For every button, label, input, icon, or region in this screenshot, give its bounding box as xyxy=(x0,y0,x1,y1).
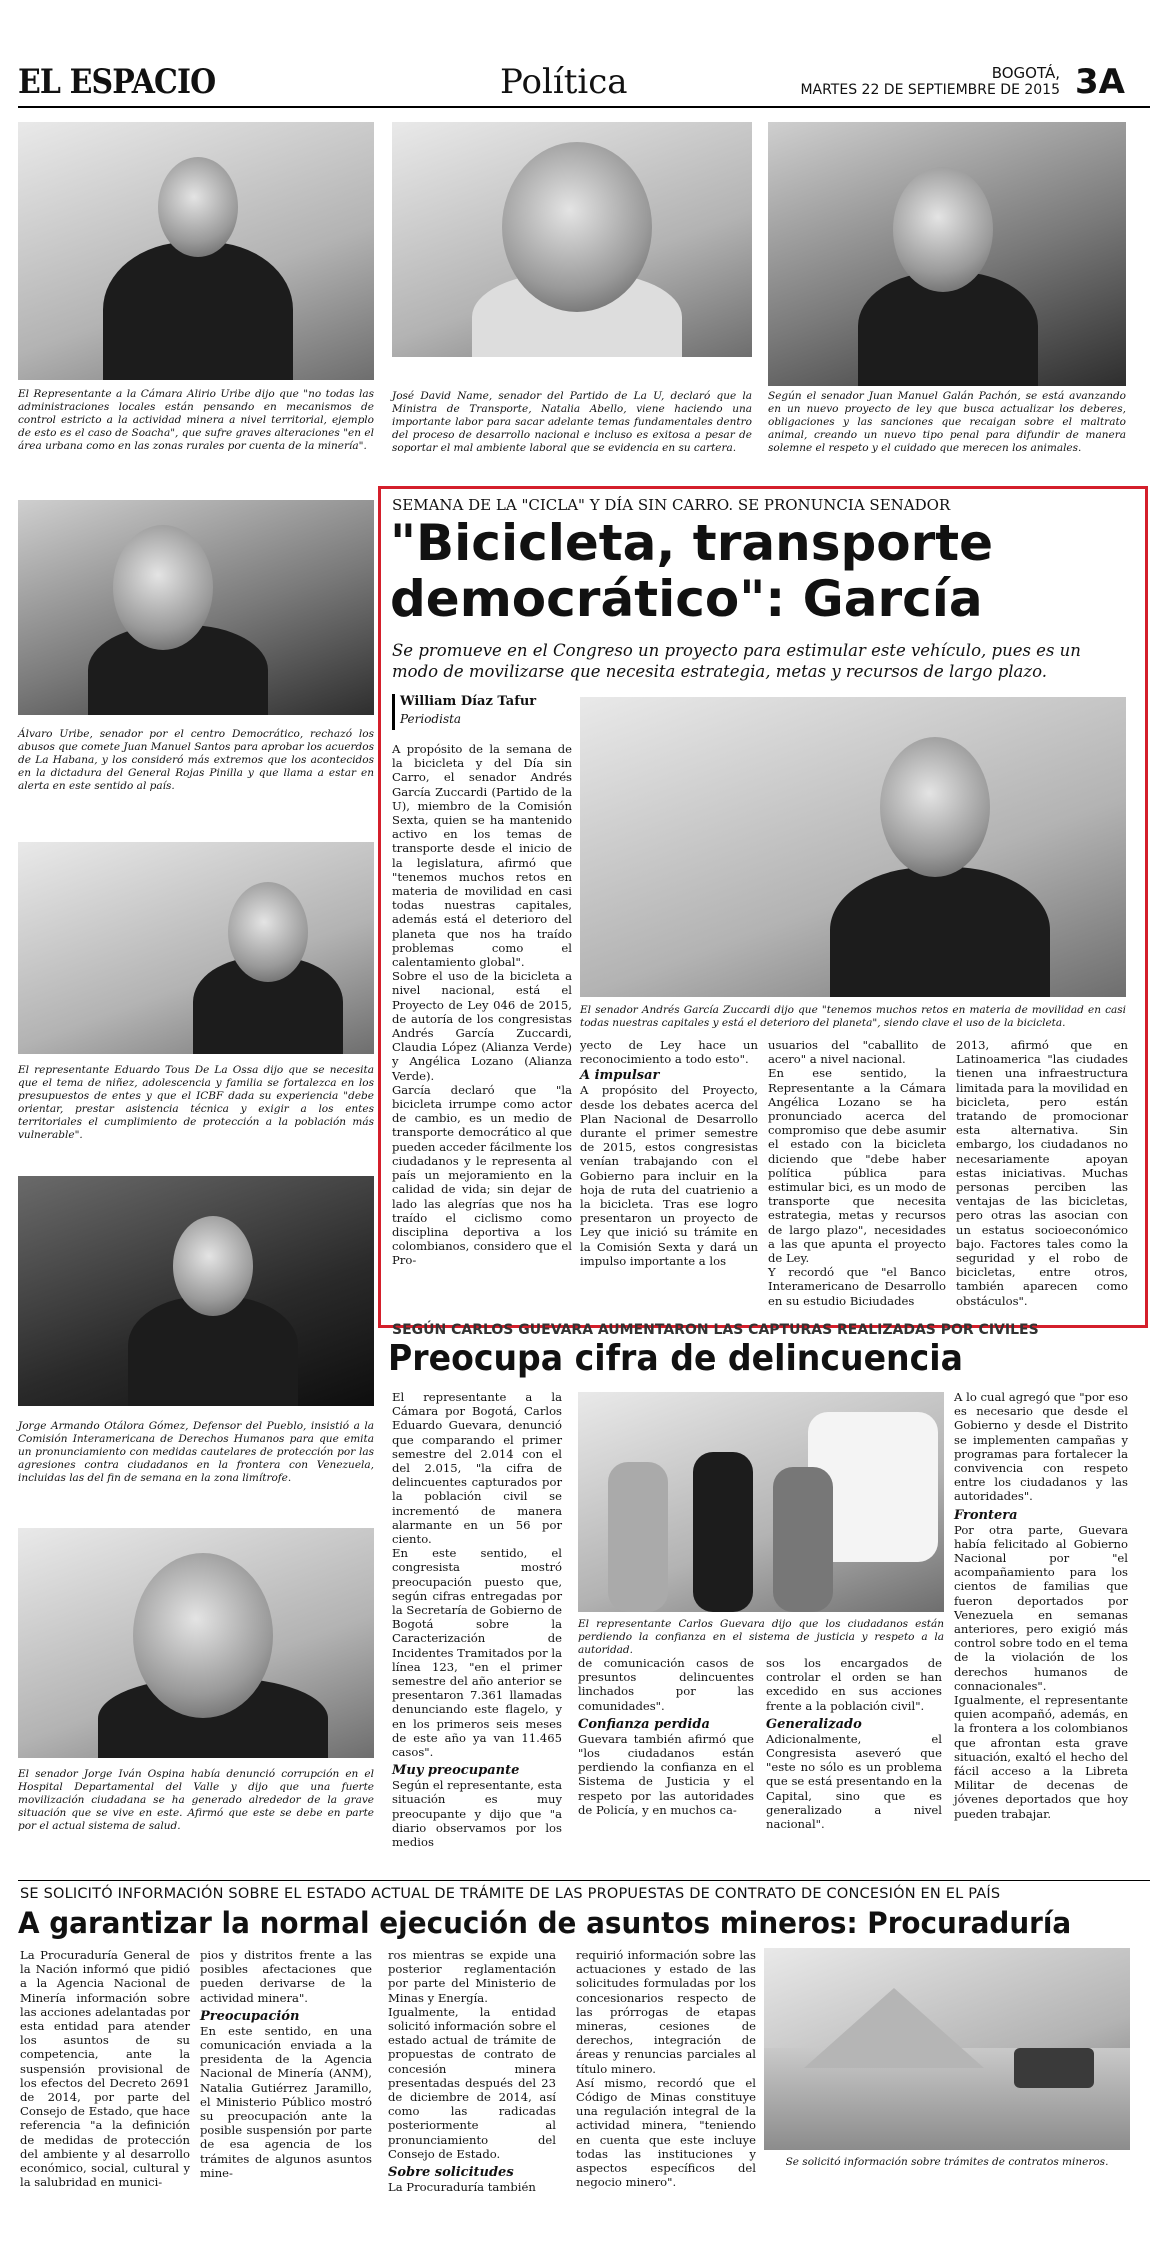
masthead-rule xyxy=(18,106,1150,108)
mining-story-col3 xyxy=(388,1948,556,2194)
photo-mining-site xyxy=(764,1948,1130,2150)
main-story-col2-text-b: A propósito del Proyecto, desde los debates acerca del Plan Nacional de Desarrollo durante el primer semestre de 2015, estos congresistas venían trabajando con el Gobierno para incluir en la hoja de ruta del cuatrienio a la bicicleta. Tras ese logro presentaron un proyecto de Ley que inició su trámite en la Comisión Sexta y dará un impulso importante a los xyxy=(580,1083,758,1268)
main-story-kicker: SEMANA DE LA "CICLA" Y DÍA SIN CARRO. SE PRONUNCIA SENADOR xyxy=(392,496,951,514)
crime-story-col1-text-b: Según el representante, esta situación es muy preocupante y dijo que "a diario observamos por los medios xyxy=(392,1778,562,1850)
crime-story-col4 xyxy=(954,1390,1128,1821)
crime-story-col2-text-b: Guevara también afirmó que "los ciudadanos están perdiendo la confianza en el Sistema de Justicia y el respeto por las autoridades de Policía, y en muchos ca- xyxy=(578,1731,754,1817)
caption-jorge-otalora: Jorge Armando Otálora Gómez, Defensor del Pueblo, insistió a la Comisión Interamericana de Derechos Humanos para que emita un pronunciamiento con medidas cautelares de protección por las agresiones contra ciudadanos en la frontera con Venezuela, incluidas las del fin de semana en la zona limítrofe. xyxy=(18,1420,374,1484)
byline-name: William Díaz Tafur xyxy=(400,694,537,709)
caption-eduardo-tous: El representante Eduardo Tous De La Ossa dijo que se necesita que el tema de niñez, adolescencia y familia se fortalezca en los presupuestos de entes y que el ICBF dada su experiencia "debe orientar, prestar asistencia técnica y exigir a los entes territoriales el cumplimiento de protección a la población más vulnerable". xyxy=(18,1064,374,1141)
photo-andres-garcia xyxy=(580,697,1126,997)
main-story-col1: A propósito de la semana de la bicicleta y del Día sin Carro, el senador Andrés García Zuccardi (Partido de la U), miembro de la Comisión Sexta, quien se ha mantenido activo en los temas de transporte desde el inicio de la legislatura, afirmó que "tenemos muchos retos en materia de movilidad en casi todas nuestras capitales, además está el deterioro del planeta que nos ha traído problemas como el calentamiento global". Sobre el uso de la bicicleta a nivel nacional, está el Proyecto de Ley 046 de 2015, de autoría de los congresistas Andrés García Zuccardi, Claudia López (Alianza Verde) y Angélica Lozano (Alianza Verde). García declaró que "la bicicleta irrumpe como actor de cambio, es un medio de transporte democrático al que pueden acceder fácilmente los ciudadanos y le representa al país un mejoramiento en la calidad de vida; sin dejar de lado las alegrías que nos ha traído el ciclismo como disciplina deportiva a los colombianos, considero que el Pro- xyxy=(392,742,572,1268)
main-story-headline-line2: democrático": García xyxy=(390,570,983,628)
crime-story-col4-text-b: Por otra parte, Guevara había felicitado al Gobierno Nacional por "el acompañamiento para los cientos de familias que fueron deportados por Venezuela en semanas anteriores, pero exigió más control sobre todo en el tema de la violación de los derechos humanos de connacionales". Igualmente, el representante quien acompañó, además, en la frontera a los colombianos que afrontan esta grave situación, exaltó el hecho del fácil acceso a la Libreta Militar de decenas de jóvenes deportados que hoy pueden trabajar. xyxy=(954,1522,1128,1821)
main-story-col3: usuarios del "caballito de acero" a nivel nacional. En ese sentido, la Representante a la Cámara Angélica Lozano se ha pronunciado acerca del compromiso que debe asumir el estado con la bicicleta diciendo que "debe haber política pública para estimular bici, es un modo de transporte que necesita estrategia, metas y recursos de largo plazo", necesidades a las que apunta el proyecto de Ley. Y recordó que "el Banco Interamericano de Desarrollo en su estudio Biciudades xyxy=(768,1038,946,1308)
main-story-headline-line1: "Bicicleta, transporte xyxy=(390,514,994,572)
photo-carlos-guevara xyxy=(578,1392,944,1612)
crime-story-col2 xyxy=(578,1656,754,1817)
mining-story-col3-text-a: ros mientras se expide una posterior reglamentación por parte del Ministerio de Minas y Energía. Igualmente, la entidad solicitó información sobre el estado actual de trámite de propuestas de contrato de concesión minera presentadas después del 23 de diciembre de 2014, así como las radicadas posteriormente al pronunciamiento del Consejo de Estado. xyxy=(388,1948,556,2161)
page-number: 3A xyxy=(1075,62,1125,102)
mining-story-col4: requirió información sobre las actuaciones y estado de las solicitudes formuladas por los concesionarios respecto de las prórrogas de etapas mineras, cesiones de derechos, integración de áreas y renuncias parciales al título minero. Así mismo, recordó que el Código de Minas constituye una regulación integral de la actividad minera, "teniendo en cuenta que este incluye todas las instituciones y aspectos específicos del negocio minero". xyxy=(576,1948,756,2190)
main-story-col4: 2013, afirmó que en Latinoamerica "las ciudades tienen una infraestructura limitada para la movilidad en bicicleta, pero están tratando de promocionar esta alternativa. Sin embargo, los ciudadanos no necesariamente apoyan estas iniciativas. Muchas personas perciben las ventajas de las bicicletas, pero otras las asocian con un estatus socioeconómico bajo. Factores tales como la seguridad y el robo de bicicletas, entre otros, también aparecen como obstáculos". xyxy=(956,1038,1128,1308)
caption-jorge-ivan-ospina: El senador Jorge Iván Ospina había denunció corrupción en el Hospital Departamental del Valle y dijo que una fuerte movilización ciudadana se ha generado alrededor de la grave situación que se vive en este. Afirmó que este se debe en parte por el actual sistema de salud. xyxy=(18,1768,374,1832)
mining-story-headline: A garantizar la normal ejecución de asuntos mineros: Procuraduría xyxy=(18,1906,1072,1940)
caption-alvaro-uribe: Álvaro Uribe, senador por el centro Democrático, rechazó los abusos que comete Juan Manuel Santos para aprobar los acuerdos de La Habana, y los consideró más extremos que los acontecidos en la dictadura del General Rojas Pinilla y que llama a estar en alerta en este sentido al país. xyxy=(18,728,374,792)
caption-alirio-uribe: El Representante a la Cámara Alirio Uribe dijo que "no todas las administraciones locales están pensando en mecanismos de control estricto a la actividad minera a nivel territorial, ejemplo de esto es el caso de Soacha", que sufre graves alteraciones "en el área urbana como en las zonas rurales por cuenta de la minería". xyxy=(18,388,374,452)
main-story-deck: Se promueve en el Congreso un proyecto para estimular este vehículo, pues es un modo de movilizarse que necesita estrategia, metas y recursos de largo plazo. xyxy=(392,641,1081,681)
caption-andres-garcia: El senador Andrés García Zuccardi dijo que "tenemos muchos retos en materia de movilidad en casi todas nuestras capitales y está el deterioro del planeta", siendo clave el uso de la bicicleta. xyxy=(580,1004,1126,1029)
byline-role: Periodista xyxy=(400,712,462,726)
mining-story-col2-text-b: En este sentido, en una comunicación enviada a la presidenta de la Agencia Nacional de Minería (ANM), Natalia Gutiérrez Jaramillo, el Ministerio Público mostró su preocupación ante la posible suspensión por parte de esa agencia de los trámites de algunos asuntos mine- xyxy=(200,2023,372,2180)
crime-story-col3 xyxy=(766,1656,942,1831)
photo-alvaro-uribe xyxy=(18,500,374,715)
subhead-a-impulsar: A impulsar xyxy=(580,1068,660,1084)
mining-story-kicker: SE SOLICITÓ INFORMACIÓN SOBRE EL ESTADO ACTUAL DE TRÁMITE DE LAS PROPUESTAS DE CONTRATO DE CONCESIÓN EN EL PAÍS xyxy=(20,1886,1001,1902)
crime-story-headline: Preocupa cifra de delincuencia xyxy=(388,1338,963,1379)
crime-story-col3-text-b: Adicionalmente, el Congresista aseveró que "este no sólo es un problema que se está presentando en la Capital, sino que es generalizado a nivel nacional". xyxy=(766,1731,942,1832)
subhead-frontera: Frontera xyxy=(954,1507,1018,1523)
section-title: Política xyxy=(500,62,628,102)
caption-jose-david-name: José David Name, senador del Partido de La U, declaró que la Ministra de Transporte, Natalia Abello, viene haciendo una importante labor para sacar adelante temas fundamentales dentro del proceso de desarrollo nacional e incluso es exitosa a pesar de soportar el mal ambiente laboral que se evidencia en su cartera. xyxy=(392,390,752,454)
crime-story-col1-text-a: El representante a la Cámara por Bogotá, Carlos Eduardo Guevara, denunció que comparando el primer semestre del 2.014 con el del 2.015, "la cifra de delincuentes capturados por la población civil se incrementó de manera alarmante en un 56 por ciento. En este sentido, el congresista mostró preocupación puesto que, según cifras entregadas por la Secretaría de Gobierno de Bogotá sobre la Caracterización de Incidentes Tramitados por la línea 123, "en el primer semestre del año anterior se presentaron 7.361 llamadas denunciando este flagelo, y en los primeros seis meses de este año ya van 11.465 casos". xyxy=(392,1390,562,1760)
photo-eduardo-tous xyxy=(18,842,374,1054)
photo-juan-manuel-galan xyxy=(768,122,1126,386)
crime-story-col2-text-a: de comunicación casos de presuntos delincuentes linchados por las comunidades". xyxy=(578,1656,754,1713)
crime-story-col1 xyxy=(392,1390,562,1849)
main-story-col2-text-a: yecto de Ley hace un reconocimiento a todo esto". xyxy=(580,1038,758,1067)
caption-mining-site: Se solicitó información sobre trámites de contratos mineros. xyxy=(785,2156,1109,2168)
mining-story-col3-text-b: La Procuraduría también xyxy=(388,2180,536,2195)
mining-story-col1: La Procuraduría General de la Nación informó que pidió a la Agencia Nacional de Minería información sobre las acciones adelantadas por esta entidad para atender los asuntos de su competencia, ante la suspensión provisional de los efectos del Decreto 2691 de 2014, por parte del Consejo de Estado, que hace referencia "a la definición de medidas de protección del ambiente y al desarrollo económico, social, cultural y la salubridad en munici- xyxy=(20,1948,190,2190)
caption-carlos-guevara: El representante Carlos Guevara dijo que los ciudadanos están perdiendo la confianza en el sistema de justicia y respeto a la autoridad. xyxy=(578,1618,944,1656)
photo-jorge-ivan-ospina xyxy=(18,1528,374,1758)
subhead-preocupacion: Preocupación xyxy=(200,2008,300,2024)
main-story-col2 xyxy=(580,1038,758,1268)
subhead-generalizado: Generalizado xyxy=(766,1716,862,1732)
dateline-date: MARTES 22 DE SEPTIEMBRE DE 2015 xyxy=(800,82,1060,98)
mining-top-rule xyxy=(18,1880,1150,1881)
crime-story-kicker: SEGÚN CARLOS GUEVARA AUMENTARON LAS CAPTURAS REALIZADAS POR CIVILES xyxy=(392,1322,1039,1338)
byline-bar xyxy=(392,694,395,730)
dateline-city: BOGOTÁ, xyxy=(991,64,1060,82)
photo-jorge-otalora xyxy=(18,1176,374,1406)
crime-story-col3-text-a: sos los encargados de controlar el orden se han excedido en sus acciones frente a la población civil". xyxy=(766,1656,942,1713)
mining-story-col2 xyxy=(200,1948,372,2180)
photo-alirio-uribe xyxy=(18,122,374,380)
caption-juan-manuel-galan: Según el senador Juan Manuel Galán Pachón, se está avanzando en un nuevo proyecto de ley que busca actualizar los deberes, obligaciones y las sanciones que recaigan sobre el maltrato animal, creando un nuevo tipo penal para difundir de manera solemne el respeto y el cuidado que merecen los animales. xyxy=(768,390,1126,454)
photo-jose-david-name xyxy=(392,122,752,357)
mining-story-col2-text-a: pios y distritos frente a las posibles afectaciones que pueden derivarse de la actividad minera". xyxy=(200,1948,372,2005)
subhead-confianza-perdida: Confianza perdida xyxy=(578,1716,710,1732)
subhead-muy-preocupante: Muy preocupante xyxy=(392,1763,520,1779)
newspaper-logo: EL ESPACIO xyxy=(18,62,216,102)
subhead-sobre-solicitudes: Sobre solicitudes xyxy=(388,2165,514,2181)
crime-story-col4-text-a: A lo cual agregó que "por eso es necesario que desde el Gobierno y desde el Distrito se implementen campañas y programas para fortalecer la convivencia con respeto entre los ciudadanos y las autoridades". xyxy=(954,1390,1128,1504)
